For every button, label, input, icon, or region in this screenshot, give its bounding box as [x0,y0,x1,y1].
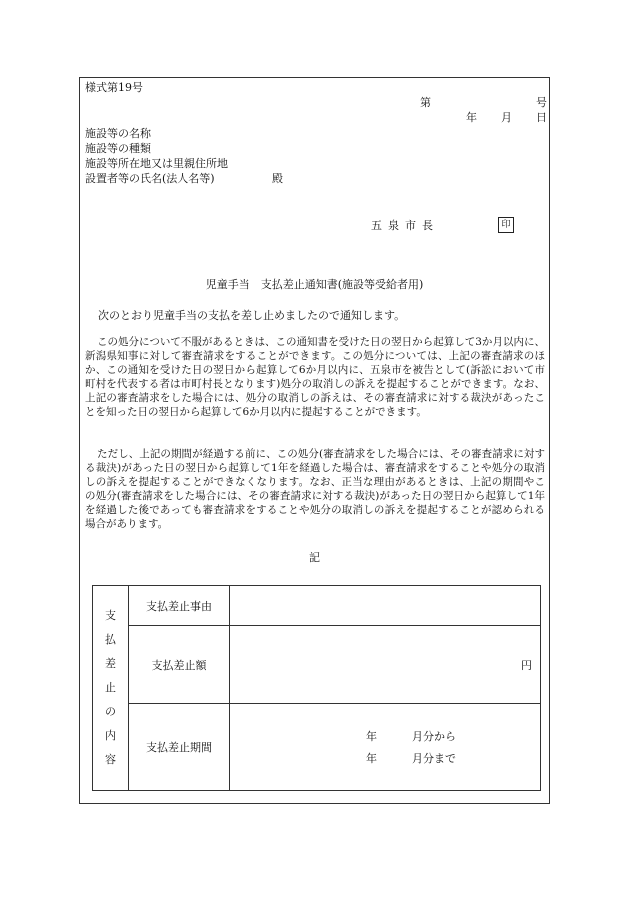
suspension-details-table [92,585,541,791]
amount-label: 支払差止額 [129,626,230,704]
reason-label: 支払差止事由 [129,586,230,626]
period-to: 年 月分まで [366,752,456,765]
honorific: 殿 [272,172,283,185]
form-frame [79,77,550,804]
document-number-suffix: 号 [536,96,547,109]
yen-unit: 円 [521,658,532,672]
facility-type-label: 施設等の種類 [85,142,151,155]
period-label: 支払差止期間 [129,704,230,791]
date-year: 年 [466,111,477,124]
reason-value [230,586,541,626]
document-title: 児童手当 支払差止通知書(施設等受給者用) [205,278,424,291]
intro-text: 次のとおり児童手当の支払を差し止めましたので通知します。 [98,309,406,322]
period-value [230,704,541,791]
document-number-prefix: 第 [420,96,431,109]
form-number: 様式第19号 [85,81,143,94]
seal-mark: 印 [498,217,514,233]
date-month: 月 [501,111,512,124]
suspension-contents-vertical-label: 支 払 差 止 の 内 容 [93,586,129,791]
issuer-title: 五泉市長 [371,219,439,232]
appeal-paragraph-1: この処分について不服があるときは、この通知書を受けた日の翌日から起算して3か月以内に、新潟県知事に対して審査請求をすることができます。この処分については、上記の審査請求のほか、この通知を受けた日の翌日から起算して6か月以内に、五泉市を被告として(訴訟において市町村を代表する者は市町村長となります)処分の取消しの訴えを提起することができます。なお、上記の審査請求をした場合には、処分の取消しの訴えは、その審査請求に対する裁決があったことを知った日の翌日から起算して6か月以内に提起することができます。 [85,336,545,418]
founder-name-label: 設置者等の氏名(法人名等) [85,172,215,185]
note-heading: 記 [309,551,320,564]
appeal-paragraph-2: ただし、上記の期間が経過する前に、この処分(審査請求をした場合には、その審査請求に対する裁決)があった日の翌日から起算して1年を経過した場合は、審査請求をすることや処分の取消しの訴えを提起することができなくなります。なお、正当な理由があるときは、上記の期間やこの処分(審査請求をした場合には、その審査請求に対する裁決)があった日の翌日から起算して1年を経過した後であっても審査請求をすることや処分の取消しの訴えを提起することが認められる場合があります。 [85,448,545,530]
period-from: 年 月分から [366,730,456,743]
facility-name-label: 施設等の名称 [85,127,151,140]
facility-address-label: 施設等所在地又は里親住所地 [85,157,228,170]
amount-value [230,626,541,704]
date-day: 日 [536,111,547,124]
